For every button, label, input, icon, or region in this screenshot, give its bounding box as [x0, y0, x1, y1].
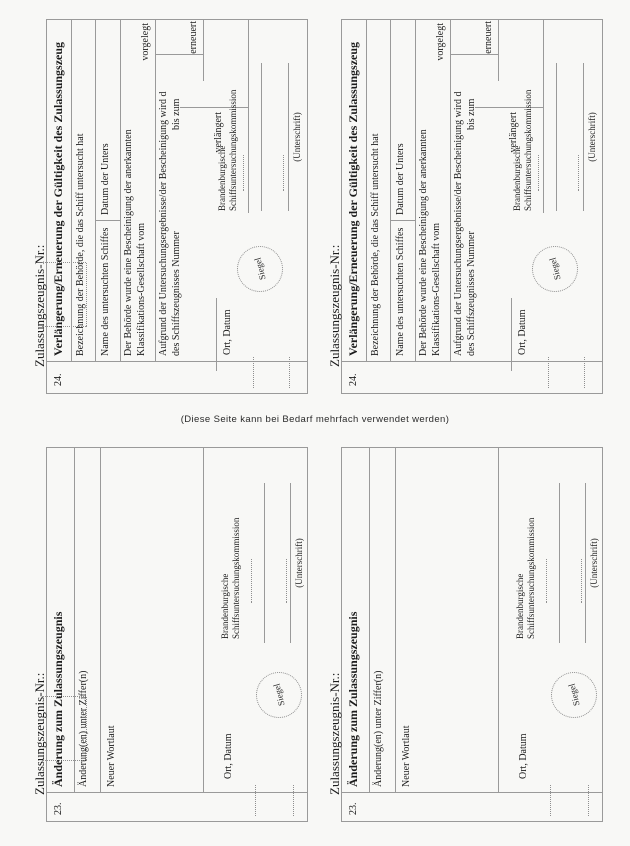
item-number: 23.	[348, 802, 359, 815]
form-23-amendment	[32, 447, 308, 822]
item-number-divider	[47, 792, 307, 793]
form-title: Änderung zum Zulassungszeugnis	[346, 611, 360, 787]
form-24-extension-renewal	[32, 19, 308, 394]
item-number: 23.	[53, 802, 64, 815]
result-line1: Aufgrund der Untersuchungsergebnisse/der Bescheinigung wird d	[453, 91, 464, 356]
row-divider	[155, 19, 156, 362]
dotted-fill-line	[546, 559, 547, 603]
until-label: bis zum	[466, 98, 477, 130]
option-underline	[203, 19, 204, 81]
result-line2: des Schiffszeugnisses Nummer	[171, 231, 182, 356]
row-divider	[395, 447, 396, 793]
place-date-dotted-line	[548, 357, 549, 388]
authority-label: Bezeichnung der Behörde, die das Schiff untersucht hat	[75, 133, 86, 356]
place-date-label: Ort, Datum	[518, 733, 529, 779]
until-label: bis zum	[171, 98, 182, 130]
form-24-extension-renewal	[327, 19, 603, 394]
inspection-date-label: Datum der Unters	[100, 143, 111, 215]
authority-label: Bezeichnung der Behörde, die das Schiff untersucht hat	[370, 133, 381, 356]
dotted-fill-line	[283, 155, 284, 191]
signature-line-2	[288, 63, 289, 211]
row-divider	[369, 447, 370, 793]
row-divider	[100, 447, 101, 793]
dotted-fill-line	[243, 155, 244, 191]
signature-section-divider-left	[511, 298, 512, 371]
result-line1: Aufgrund der Untersuchungsergebnisse/der Bescheinigung wird d	[158, 91, 169, 356]
seal-label: Siegel	[271, 682, 287, 708]
commission-line1: Brandenburgische	[220, 573, 230, 639]
place-date-dotted-line	[255, 785, 256, 816]
page-reuse-note: (Diese Seite kann bei Bedarf mehrfach verwendet werden)	[180, 414, 450, 425]
new-wording-label: Neuer Wortlaut	[401, 725, 412, 787]
signature-line-1	[264, 483, 265, 643]
row-divider	[450, 19, 451, 362]
signature-section-divider-right	[248, 19, 249, 213]
form-title: Verlängerung/Erneuerung der Gültigkeit des Zulassungszeug	[51, 41, 65, 356]
certificate-number-label: Zulassungszeugnis-Nr.:	[32, 672, 47, 795]
place-date-dotted-line	[253, 357, 254, 388]
inspection-date-label: Datum der Unters	[395, 143, 406, 215]
place-date-label: Ort, Datum	[222, 309, 233, 355]
ship-name-label: Name des untersuchten Schiffes	[395, 227, 406, 356]
place-date-dotted-line	[550, 785, 551, 816]
signature-label: (Unterschrift)	[292, 112, 302, 162]
form-23-amendment	[327, 447, 603, 822]
seal-label: Siegel	[252, 256, 268, 282]
place-date-dotted-line	[588, 785, 589, 816]
seal-label: Siegel	[566, 682, 582, 708]
commission-line2: Schiffsuntersuchungskommission	[523, 89, 533, 211]
row-divider	[74, 447, 75, 793]
signature-line-1	[559, 483, 560, 643]
certificate-number-label: Zulassungszeugnis-Nr.:	[327, 672, 342, 795]
signature-line-1	[556, 63, 557, 211]
signature-section-divider-left	[216, 298, 217, 371]
commission-line2: Schiffsuntersuchungskommission	[526, 517, 536, 639]
new-wording-label: Neuer Wortlaut	[106, 725, 117, 787]
presented-label: vorgelegt	[435, 23, 446, 61]
row-divider	[95, 19, 96, 362]
presented-label: vorgelegt	[140, 23, 151, 61]
extended-option: verlängert	[213, 112, 224, 153]
certificate-presented-line2: Klassifikations-Gesellschaft vom	[431, 222, 442, 356]
commission-line2: Schiffsuntersuchungskommission	[231, 517, 241, 639]
certificate-presented-line1: Der Behörde wurde eine Bescheinigung der anerkannten	[418, 129, 429, 356]
commission-line1: Brandenburgische	[515, 573, 525, 639]
commission-line1: Brandenburgische	[512, 145, 522, 211]
item-number-divider	[342, 361, 602, 362]
dotted-fill-line	[251, 559, 252, 603]
change-under-number-label: Änderung(en) unter Ziffer(n)	[78, 670, 89, 787]
signature-line-2	[290, 483, 291, 643]
seal-circle	[256, 672, 302, 718]
result-line2: des Schiffszeugnisses Nummer	[466, 231, 477, 356]
extended-option: verlängert	[508, 112, 519, 153]
ship-name-label: Name des untersuchten Schiffes	[100, 227, 111, 356]
place-date-dotted-line	[289, 357, 290, 388]
item-number: 24.	[348, 373, 359, 386]
signature-label: (Unterschrift)	[294, 538, 304, 588]
dotted-fill-line	[538, 155, 539, 191]
dotted-fill-line	[286, 559, 287, 603]
form-title: Verlängerung/Erneuerung der Gültigkeit des Zulassungszeug	[346, 41, 360, 356]
certificate-number-label: Zulassungszeugnis-Nr.:	[327, 244, 342, 367]
certificate-presented-line2: Klassifikations-Gesellschaft vom	[136, 222, 147, 356]
signature-section-divider-right	[543, 19, 544, 213]
certificate-presented-line1: Der Behörde wurde eine Bescheinigung der anerkannten	[123, 129, 134, 356]
certificate-number-label: Zulassungszeugnis-Nr.:	[32, 244, 47, 367]
form-title: Änderung zum Zulassungszeugnis	[51, 611, 65, 787]
signature-line-1	[261, 63, 262, 211]
signature-label: (Unterschrift)	[589, 538, 599, 588]
renewed-option: erneuert	[188, 21, 199, 54]
seal-label: Siegel	[547, 256, 563, 282]
renewed-option: erneuert	[483, 21, 494, 54]
seal-circle	[237, 246, 283, 292]
item-number-divider	[47, 361, 307, 362]
commission-line2: Schiffsuntersuchungskommission	[228, 89, 238, 211]
place-date-dotted-line	[584, 357, 585, 388]
row-divider	[390, 19, 391, 362]
place-date-label: Ort, Datum	[223, 733, 234, 779]
cell-divider	[390, 220, 415, 221]
place-date-dotted-line	[293, 785, 294, 816]
change-under-number-label: Änderung(en) unter Ziffer(n)	[373, 670, 384, 787]
dotted-fill-line	[581, 559, 582, 603]
signature-line-2	[585, 483, 586, 643]
item-number: 24.	[53, 373, 64, 386]
seal-circle	[532, 246, 578, 292]
dotted-fill-line	[578, 155, 579, 191]
cell-divider	[95, 220, 120, 221]
item-number-divider	[342, 792, 602, 793]
signature-section-divider	[203, 447, 204, 793]
row-divider	[120, 19, 121, 362]
row-divider	[415, 19, 416, 362]
signature-section-divider	[498, 447, 499, 793]
signature-line-2	[583, 63, 584, 211]
option-underline	[498, 19, 499, 81]
signature-label: (Unterschrift)	[587, 112, 597, 162]
row-divider	[71, 19, 72, 362]
seal-circle	[551, 672, 597, 718]
row-divider	[366, 19, 367, 362]
place-date-label: Ort, Datum	[517, 309, 528, 355]
commission-line1: Brandenburgische	[217, 145, 227, 211]
